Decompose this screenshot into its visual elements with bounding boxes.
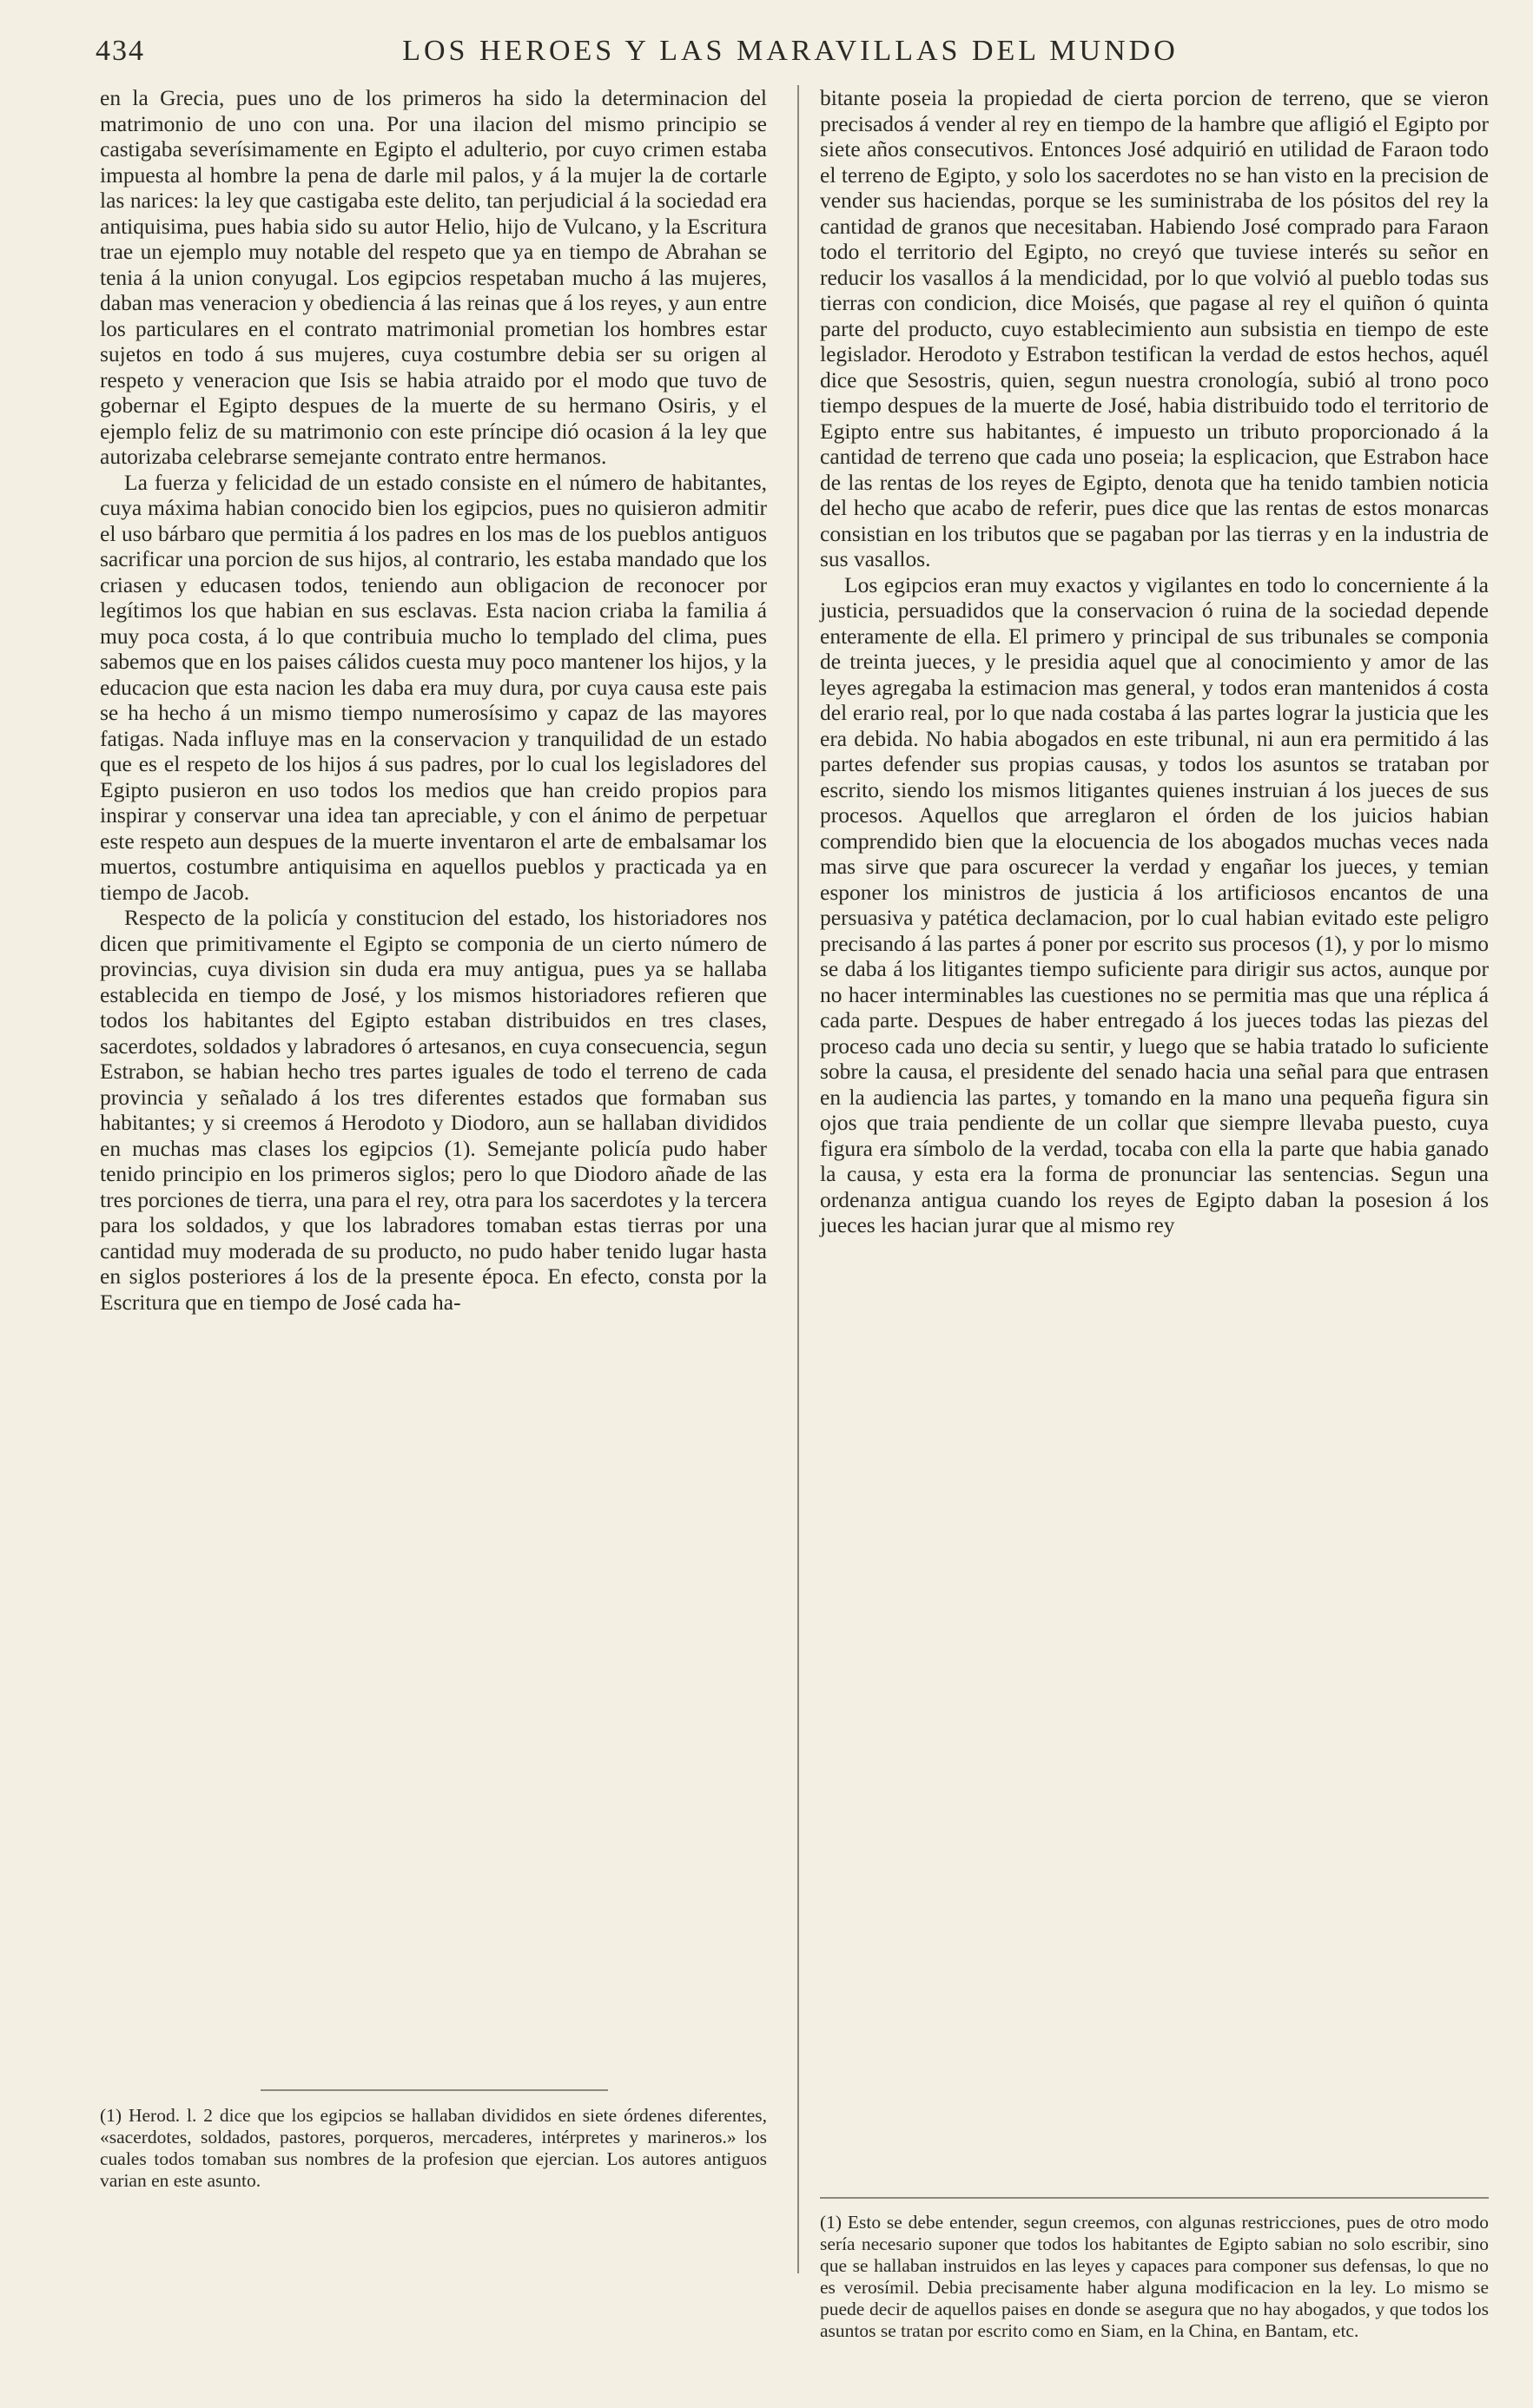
page-header xyxy=(96,35,1485,76)
left-paragraph-1: en la Grecia, pues uno de los primeros ha sido la determinacion del matrimonio de uno con una. Por una ilacion del mismo principio se castigaba severísimamente en Egipto el adulterio, por cuyo crimen estaba impuesta al hombre la pena de darle mil palos, y á la mujer la de cortarle las narices: la ley que castigaba este delito, tan perjudicial á la sociedad era antiquisima, pues habia sido su autor Helio, hijo de Vulcano, y la Escritura trae un ejemplo muy notable del respeto que ya en tiempo de Abrahan se tenia á la union conyugal. Los egipcios respetaban mucho á las mujeres, daban mas veneracion y obediencia á las reinas que á los reyes, y aun entre los particulares en el contrato matrimonial prometian los hombres estar sujetos en todo á sus mujeres, cuya costumbre debia ser su origen al respeto y veneracion que Isis se habia atraido por el modo que tuvo de gobernar el Egipto despues de la muerte de su hermano Osiris, y el ejemplo feliz de su matrimonio con este príncipe dió ocasion á la ley que autorizaba celebrarse semejante contrato entre hermanos. xyxy=(100,85,767,469)
footnote-right: (1) Esto se debe entender, segun creemos, con algunas restricciones, pues de otro modo sería necesario suponer que todos los habitantes de Egipto sabian no solo escribir, sino que se hallaban instruidos en las leyes y capaces para componer sus defensas, lo que no es verosímil. Debia precisamente haber alguna modificacion en la ley. Lo mismo se puede decir de aquellos paises en donde se asegura que no hay abogados, y que todos los asuntos se tratan por escrito como en Siam, en la China, en Bantam, etc. xyxy=(820,2212,1489,2341)
column-divider xyxy=(797,85,799,2273)
right-paragraph-2: Los egipcios eran muy exactos y vigilantes en todo lo concerniente á la justicia, persuadidos que la conservacion ó ruina de la sociedad depende enteramente de ella. El primero y principal de sus tribunales se componia de treinta jueces, y le presidia aquel que al conocimiento y amor de las leyes agregaba la estimacion mas general, y todos eran mantenidos á costa del erario real, por lo que nada costaba á las partes lograr la justicia que les era debida. No habia abogados en este tribunal, ni aun era permitido á las partes defender sus propias causas, y todos los asuntos se trataban por escrito, siendo los mismos litigantes quienes instruian á los jueces de sus procesos. Aquellos que arreglaron el órden de los juicios habian comprendido bien que la elocuencia de los abogados muchas veces nada mas sirve que para oscurecer la verdad y engañar los jueces, y temian esponer los ministros de justicia á los artificiosos encantos de una persuasiva y patética declamacion, por lo cual habian evitado este peligro precisando á las partes á poner por escrito sus procesos (1), y por lo mismo se daba á los litigantes tiempo suficiente para dirigir sus actos, aunque por no hacer interminables las cuestiones no se permitia mas que una réplica á cada parte. Despues de haber entregado á los jueces todas las piezas del proceso cada uno decia su sentir, y luego que se habia tratado lo suficiente sobre la causa, el presidente del senado hacia una señal para que entrasen en la audiencia las partes, y tomando en la mano una pequeña figura sin ojos que traia pendiente de un collar que siempre llevaba puesto, cuya figura era símbolo de la verdad, tocaba con ella la parte que habia ganado la causa, y esta era la forma de pronunciar las sentencias. Segun una ordenanza antigua cuando los reyes de Egipto daban la posesion á los jueces les hacian jurar que al mismo rey xyxy=(820,571,1489,1237)
footnote-left: (1) Herod. l. 2 dice que los egipcios se hallaban divididos en siete órdenes diferentes, «sacerdotes, soldados, pastores, porqueros, mercaderes, intérpretes y marineros.» los cuales todos tomaban sus nombres de la profesion que ejercian. Los autores antiguos varian en este asunto. xyxy=(100,2105,767,2191)
footnote-rule-right xyxy=(820,2197,1489,2199)
page-number: 434 xyxy=(96,35,145,67)
left-column xyxy=(100,85,767,1315)
left-paragraph-3: Respecto de la policía y constitucion del estado, los historiadores nos dicen que primitivamente el Egipto se componia de un cierto número de provincias, cuya division sin duda era muy antigua, pues ya se hallaba establecida en tiempo de José, y los mismos historiadores refieren que todos los habitantes del Egipto estaban distribuidos en tres clases, sacerdotes, soldados y labradores ó artesanos, en cuya consecuencia, segun Estrabon, se habian hecho tres partes iguales de todo el terreno de cada provincia y señalado á los tres diferentes estados que formaban sus habitantes; y si creemos á Herodoto y Diodoro, aun se hallaban divididos en muchas mas clases los egipcios (1). Semejante policía pudo haber tenido principio en los primeros siglos; pero lo que Diodoro añade de las tres porciones de tierra, una para el rey, otra para los sacerdotes y la tercera para los soldados, y que los labradores tomaban estas tierras por una cantidad muy moderada de su producto, no pudo haber tenido lugar hasta en siglos posteriores á los de la presente época. En efecto, consta por la Escritura que en tiempo de José cada ha- xyxy=(100,905,767,1315)
right-paragraph-1: bitante poseia la propiedad de cierta porcion de terreno, que se vieron precisados á vender al rey en tiempo de la hambre que afligió el Egipto por siete años consecutivos. Entonces José adquirió en utilidad de Faraon todo el terreno de Egipto, y solo los sacerdotes no se han visto en la precision de vender sus haciendas, porque se les suministraba de los pósitos del rey la cantidad de granos que necesitaban. Habiendo José comprado para Faraon todo el territorio del Egipto, no creyó que tuviese interés su señor en reducir los vasallos á la mendicidad, por lo que volvió al pueblo todas sus tierras con condicion, dice Moisés, que pagase al rey el quiñon ó quinta parte del producto, cuyo establecimiento aun subsistia en tiempo de este legislador. Herodoto y Estrabon testifican la verdad de estos hechos, aquél dice que Sesostris, quien, segun nuestra cronología, subió al trono poco tiempo despues de la muerte de José, habia distribuido todo el territorio de Egipto entre sus habitantes, é impuesto un tributo proporcionado á la cantidad de terreno que cada uno poseia; la esplicacion, que Estrabon hace de las rentas de los reyes de Egipto, denota que ha tenido tambien noticia del hecho que acabo de referir, pues dice que las rentas de estos monarcas consistian en los tributos que se pagaban por las tierras y en la industria de sus vasallos. xyxy=(820,85,1489,571)
footnote-rule-left xyxy=(261,2089,608,2091)
left-paragraph-2: La fuerza y felicidad de un estado consiste en el número de habitantes, cuya máxima habian conocido bien los egipcios, pues no quisieron admitir el uso bárbaro que permitia á los padres en los mas de los pueblos antiguos sacrificar una porcion de sus hijos, al contrario, les estaba mandado que los criasen y educasen todos, teniendo aun obligacion de reconocer por legítimos los que habian en sus esclavas. Esta nacion criaba la familia á muy poca costa, á lo que contribuia mucho lo templado del clima, pues sabemos que en los paises cálidos cuesta muy poco mantener los hijos, y la educacion que esta nacion les daba era muy dura, por cuya causa este pais se ha hecho á un mismo tiempo numerosísimo y capaz de las mayores fatigas. Nada influye mas en la conservacion y tranquilidad de un estado que es el respeto de los hijos á sus padres, por lo cual los legisladores del Egipto pusieron en uso todos los medios que han creido propios para inspirar y conservar una idea tan apreciable, y con el ánimo de perpetuar este respeto aun despues de la muerte inventaron el arte de embalsamar los muertos, costumbre antiquisima en aquellos pueblos y practicada ya en tiempo de Jacob. xyxy=(100,469,767,905)
right-column xyxy=(820,85,1489,1238)
running-title: LOS HEROES Y LAS MARAVILLAS DEL MUNDO xyxy=(402,35,1179,67)
